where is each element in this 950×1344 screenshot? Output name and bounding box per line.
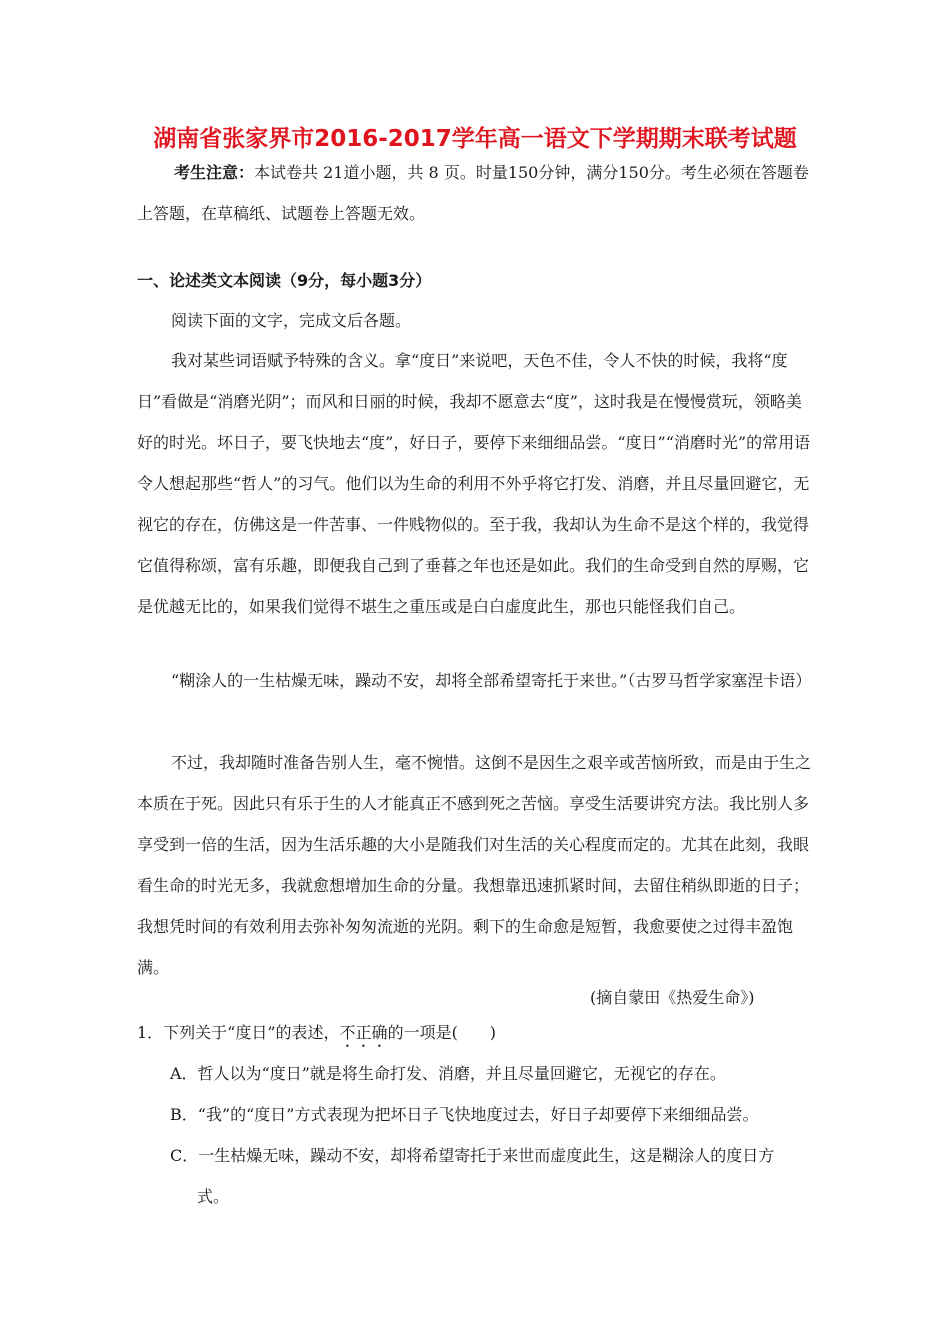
passage-source: (摘自蒙田《热爱生命》) bbox=[590, 988, 755, 1007]
notice-text: 本试卷共 21道小题，共 8 页。时量150分钟，满分150分。考生必须在答题卷上答题，在草稿纸、试题卷上答题无效。 bbox=[137, 163, 809, 223]
option-c-continuation: 式。 bbox=[197, 1187, 230, 1206]
option-c bbox=[170, 1135, 818, 1217]
passage-paragraph-2: 不过，我却随时准备告别人生，毫不惋惜。这倒不是因生之艰辛或苦恼所致，而是由于生之本质在于死。因此只有乐于生的人才能真正不感到死之苦恼。享受生活要讲究方法。我比别人多享受到一倍的生活，因为生活乐趣的大小是随我们对生活的关心程度而定的。尤其在此刻，我眼看生命的时光无多，我就愈想增加生命的分量。我想靠迅速抓紧时间，去留住稍纵即逝的日子；我想凭时间的有效利用去弥补匆匆流逝的光阴。剩下的生命愈是短暂，我愈要使之过得丰盈饱满。 bbox=[137, 753, 812, 977]
section-heading: 一、论述类文本阅读（9分，每小题3分） bbox=[137, 271, 432, 290]
question-1-suffix: 的一项是( ) bbox=[387, 1023, 497, 1042]
question-1-stem bbox=[137, 1020, 496, 1051]
passage-quote: “糊涂人的一生枯燥无味，躁动不安，却将全部希望寄托于来世。”（古罗马哲学家塞涅卡语） bbox=[171, 671, 812, 690]
option-b: B．“我”的“度日”方式表现为把坏日子飞快地度过去，好日子却要停下来细细品尝。 bbox=[170, 1105, 759, 1124]
option-c-text: C．一生枯燥无味，躁动不安，却将希望寄托于来世而虚度此生，这是糊涂人的度日方 bbox=[170, 1146, 775, 1165]
question-1-emphasis: 不正确 bbox=[339, 1023, 388, 1042]
exam-notice bbox=[137, 152, 817, 234]
notice-label: 考生注意： bbox=[174, 163, 255, 182]
document-title: 湖南省张家界市2016-2017学年高一语文下学期期末联考试题 bbox=[153, 126, 797, 152]
question-1-prefix: 1．下列关于“度日”的表述， bbox=[137, 1023, 340, 1042]
option-a: A．哲人以为“度日”就是将生命打发、消磨，并且尽量回避它，无视它的存在。 bbox=[170, 1064, 726, 1083]
reading-instruction: 阅读下面的文字，完成文后各题。 bbox=[171, 311, 412, 330]
passage-paragraph-1: 我对某些词语赋予特殊的含义。拿“度日”来说吧，天色不佳，令人不快的时候，我将“度日”看做是“消磨光阴”；而风和日丽的时候，我却不愿意去“度”，这时我是在慢慢赏玩，领略美好的时光。坏日子，要飞快地去“度”，好日子，要停下来细细品尝。“度日”“消磨时光”的常用语令人想起那些“哲人”的习气。他们以为生命的利用不外乎将它打发、消磨，并且尽量回避它，无视它的存在，仿佛这是一件苦事、一件贱物似的。至于我，我却认为生命不是这个样的，我觉得它值得称颂，富有乐趣，即便我自己到了垂暮之年也还是如此。我们的生命受到自然的厚赐，它是优越无比的，如果我们觉得不堪生之重压或是白白虚度此生，那也只能怪我们自己。 bbox=[137, 351, 811, 616]
